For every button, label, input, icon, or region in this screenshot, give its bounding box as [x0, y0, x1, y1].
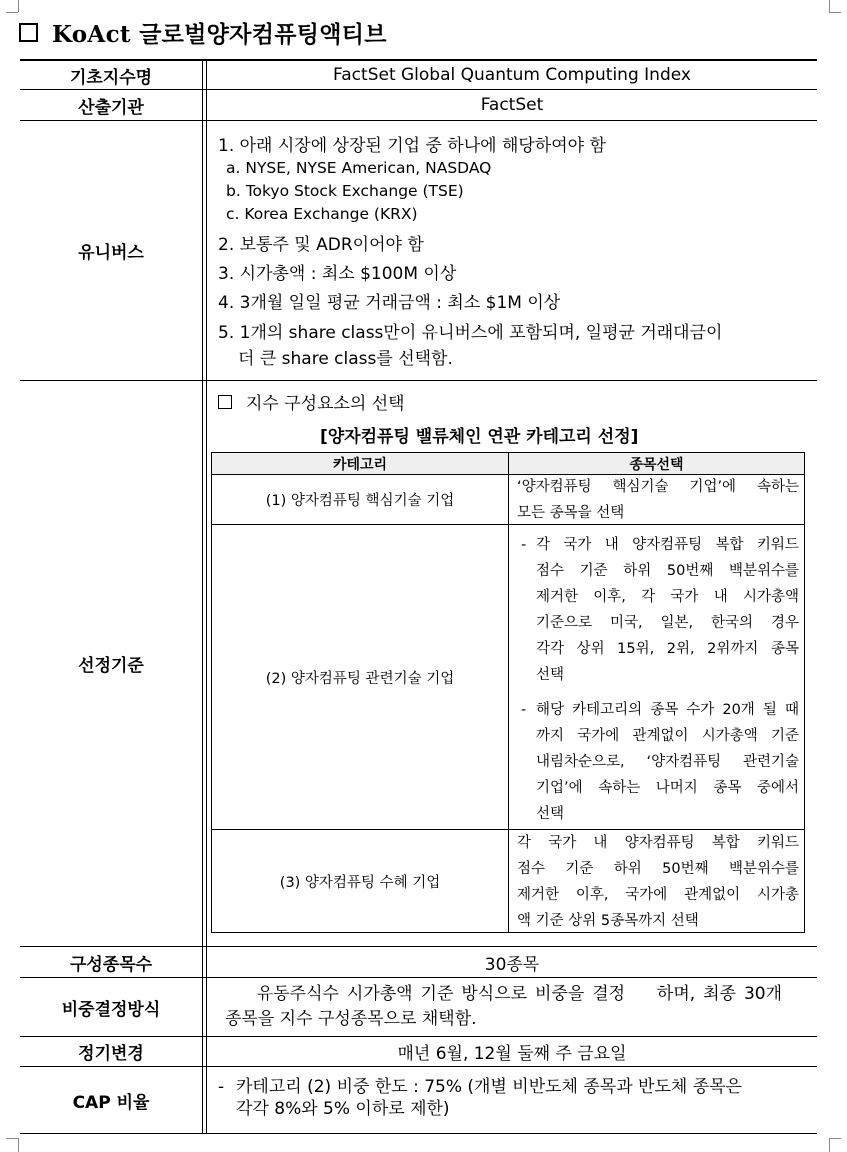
index-name-value: FactSet Global Quantum Computing Index [333, 65, 691, 85]
cap-line-1: 카테고리 (2) 비중 한도 : 75% (개별 비반도체 종목과 반도체 종목은 [236, 1077, 742, 1097]
weighting-line: 유동주식수 시가총액 기준 방식으로 비중을 결정 하며, 최종 30개 [256, 984, 782, 1004]
crop-mark [829, 1138, 841, 1139]
universe-item: 1. 아래 시장에 상장된 기업 중 하나에 해당하여야 함 [218, 136, 606, 156]
count-value: 30종목 [484, 954, 540, 975]
dash-bullet: - [521, 537, 527, 553]
selection-line: ‘양자컴퓨팅 핵심기술 기업’에 속하는 [517, 479, 799, 495]
selection-line: 각 국가 내 양자컴퓨팅 복합 키워드 [517, 835, 799, 851]
selection-line: 까지 국가에 관계없이 시가총액 기준 [536, 728, 799, 744]
selection-line: 기업’에 속하는 나머지 종목 중에서 [536, 780, 799, 796]
universe-item: 4. 3개월 일일 평균 거래금액 : 최소 $1M 이상 [218, 293, 561, 313]
selection-line: 기준으로 미국, 일본, 한국의 경우 [536, 615, 799, 631]
selection-cell [517, 474, 799, 526]
count-label: 구성종목수 [69, 954, 153, 975]
header-selection: 종목선택 [629, 457, 684, 473]
crop-mark [6, 12, 18, 13]
selection-line: 각 국가 내 양자컴퓨팅 복합 키워드 [536, 537, 799, 553]
selection-label: 선정기준 [78, 656, 144, 676]
cap-line-2: 각각 8%와 5% 이하로 제한) [236, 1099, 450, 1119]
checkbox-square-icon [218, 395, 232, 409]
selection-line: 해당 카테고리의 종목 수가 20개 될 때 [536, 702, 799, 718]
universe-subitem: c. Korea Exchange (KRX) [226, 205, 418, 223]
provider-label: 산출기관 [78, 97, 144, 118]
doc-title-text: KoAct 글로벌양자컴퓨팅액티브 [52, 20, 387, 48]
selection-cell [517, 532, 799, 827]
selection-section-heading [218, 389, 405, 414]
dash-bullet: - [218, 1077, 225, 1097]
crop-mark [18, 0, 19, 12]
provider-value: FactSet [480, 95, 544, 115]
universe-item: 더 큰 share class를 선택함. [238, 349, 453, 369]
selection-line: 제거한 이후, 각 국가 내 시가총액 [536, 589, 799, 605]
cap-text [218, 1076, 800, 1120]
cap-label: CAP 비율 [72, 1092, 150, 1113]
table-bottom-rule [20, 1133, 817, 1134]
dash-bullet: - [521, 702, 527, 718]
bullet-item [517, 532, 799, 688]
checkbox-square-icon [19, 23, 38, 42]
rebalance-value: 매년 6월, 12월 둘째 주 금요일 [397, 1044, 627, 1064]
selection-line: 선택 [536, 667, 565, 683]
category-cell: (2) 양자컴퓨팅 관련기술 기업 [265, 670, 455, 687]
doc-title [19, 14, 387, 50]
selection-line: 점수 기준 하위 50번째 백분위수를 [536, 563, 799, 579]
crop-mark [829, 12, 841, 13]
header-category: 카테고리 [332, 457, 388, 473]
universe-item: 3. 시가총액 : 최소 $100M 이상 [218, 264, 457, 284]
crop-mark [829, 1138, 830, 1152]
selection-subtitle: [양자컴퓨팅 밸류체인 연관 카테고리 선정] [320, 427, 639, 447]
selection-line: 각각 상위 15위, 2위, 2위까지 종목 [536, 641, 799, 657]
crop-mark [6, 1138, 18, 1139]
universe-item: 5. 1개의 share class만이 유니버스에 포함되며, 일평균 거래대금이 [218, 323, 723, 343]
bullet-item [517, 697, 799, 827]
category-cell: (1) 양자컴퓨팅 핵심기술 기업 [265, 493, 455, 509]
selection-cell [517, 830, 799, 934]
section-heading-text: 지수 구성요소의 선택 [246, 394, 405, 414]
selection-line: 제거한 이후, 국가에 관계없이 시가총 [517, 887, 799, 903]
rebalance-label: 정기변경 [78, 1044, 144, 1064]
weighting-text [225, 982, 798, 1032]
universe-subitem: a. NYSE, NYSE American, NASDAQ [226, 159, 492, 177]
universe-item: 2. 보통주 및 ADR이어야 함 [218, 235, 424, 255]
crop-mark [18, 1138, 19, 1152]
universe-subitem: b. Tokyo Stock Exchange (TSE) [226, 182, 464, 200]
crop-mark [829, 0, 830, 12]
selection-line: 내림차순으로, ‘양자컴퓨팅 관련기술 [536, 754, 799, 770]
index-name-label: 기초지수명 [69, 67, 153, 88]
category-table [211, 452, 805, 933]
weighting-label: 비중결정방식 [61, 999, 161, 1020]
selection-line: 모든 종목을 선택 [517, 505, 625, 521]
cap-line [218, 1076, 800, 1098]
selection-line: 액 기준 상위 5종목까지 선택 [517, 913, 699, 929]
category-cell: (3) 양자컴퓨팅 수혜 기업 [279, 874, 441, 891]
universe-label: 유니버스 [78, 243, 144, 263]
selection-line: 선택 [536, 806, 565, 822]
selection-line: 점수 기준 하위 50번째 백분위수를 [517, 861, 799, 877]
weighting-line: 종목을 지수 구성종목으로 채택함. [225, 1009, 477, 1029]
